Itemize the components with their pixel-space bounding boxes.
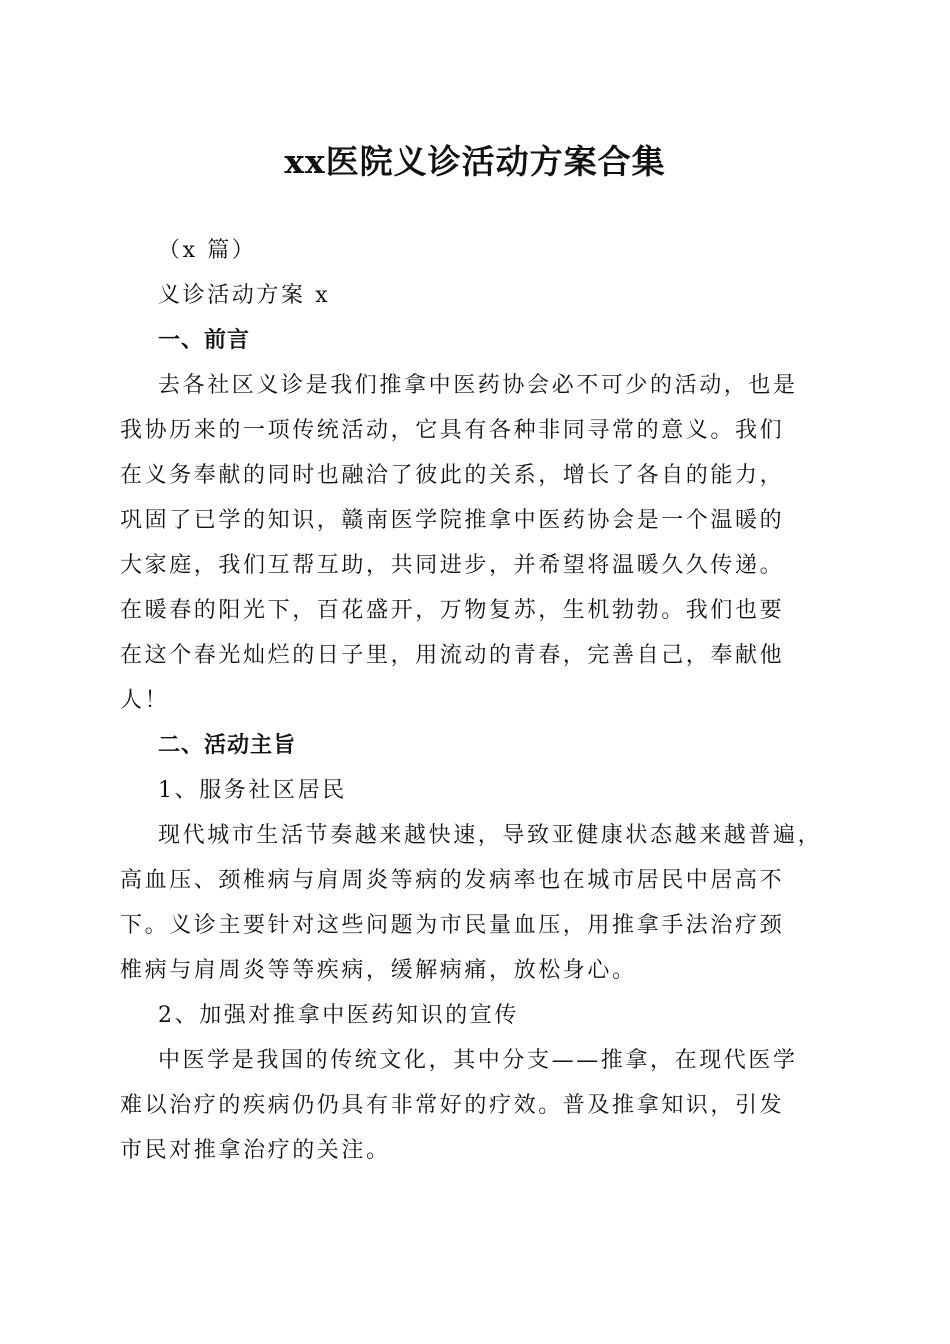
paragraph-line: 在义务奉献的同时也融洽了彼此的关系，增长了各自的能力，	[120, 463, 785, 488]
paragraph-line: 大家庭，我们互帮互助，共同进步，并希望将温暖久久传递。	[120, 553, 785, 578]
paragraph-line: 难以治疗的疾病仍仍具有非常好的疗效。普及推拿知识，引发	[120, 1093, 785, 1118]
subtitle: （x 篇）	[158, 238, 257, 263]
list-item-heading: 1、服务社区居民	[158, 778, 347, 803]
paragraph-line: 在这个春光灿烂的日子里，用流动的青春，完善自己，奉献他	[120, 643, 785, 668]
purpose-paragraph-1	[120, 813, 832, 993]
paragraph-line: 现代城市生活节奏越来越快速，导致亚健康状态越来越普遍，	[158, 823, 823, 848]
paragraph-line: 高血压、颈椎病与肩周炎等病的发病率也在城市居民中居高不	[120, 868, 785, 893]
paragraph-line: 中医学是我国的传统文化，其中分支——推拿，在现代医学	[158, 1048, 798, 1073]
paragraph-line: 巩固了已学的知识，赣南医学院推拿中医药协会是一个温暖的	[120, 508, 785, 533]
list-item-heading: 2、加强对推拿中医药知识的宣传	[158, 1003, 519, 1028]
paragraph-line: 人！	[120, 688, 170, 713]
paragraph-line: 我协历来的一项传统活动，它具有各种非同寻常的意义。我们	[120, 418, 785, 443]
paragraph-line: 去各社区义诊是我们推拿中医药协会必不可少的活动，也是	[158, 373, 798, 398]
purpose-paragraph-2	[120, 1038, 832, 1173]
section-heading-preface: 一、前言	[158, 328, 251, 353]
paragraph-line: 椎病与肩周炎等等疾病，缓解病痛，放松身心。	[120, 958, 637, 983]
paragraph-line: 下。义诊主要针对这些问题为市民量血压，用推拿手法治疗颈	[120, 913, 785, 938]
doc-name: 义诊活动方案 x	[158, 283, 331, 308]
document-body	[120, 228, 832, 1173]
section-heading-purpose: 二、活动主旨	[158, 733, 297, 758]
preface-paragraph	[120, 363, 832, 723]
paragraph-line: 市民对推拿治疗的关注。	[120, 1138, 391, 1163]
document-title: xx医院义诊活动方案合集	[284, 142, 666, 181]
paragraph-line: 在暖春的阳光下，百花盛开，万物复苏，生机勃勃。我们也要	[120, 598, 785, 623]
